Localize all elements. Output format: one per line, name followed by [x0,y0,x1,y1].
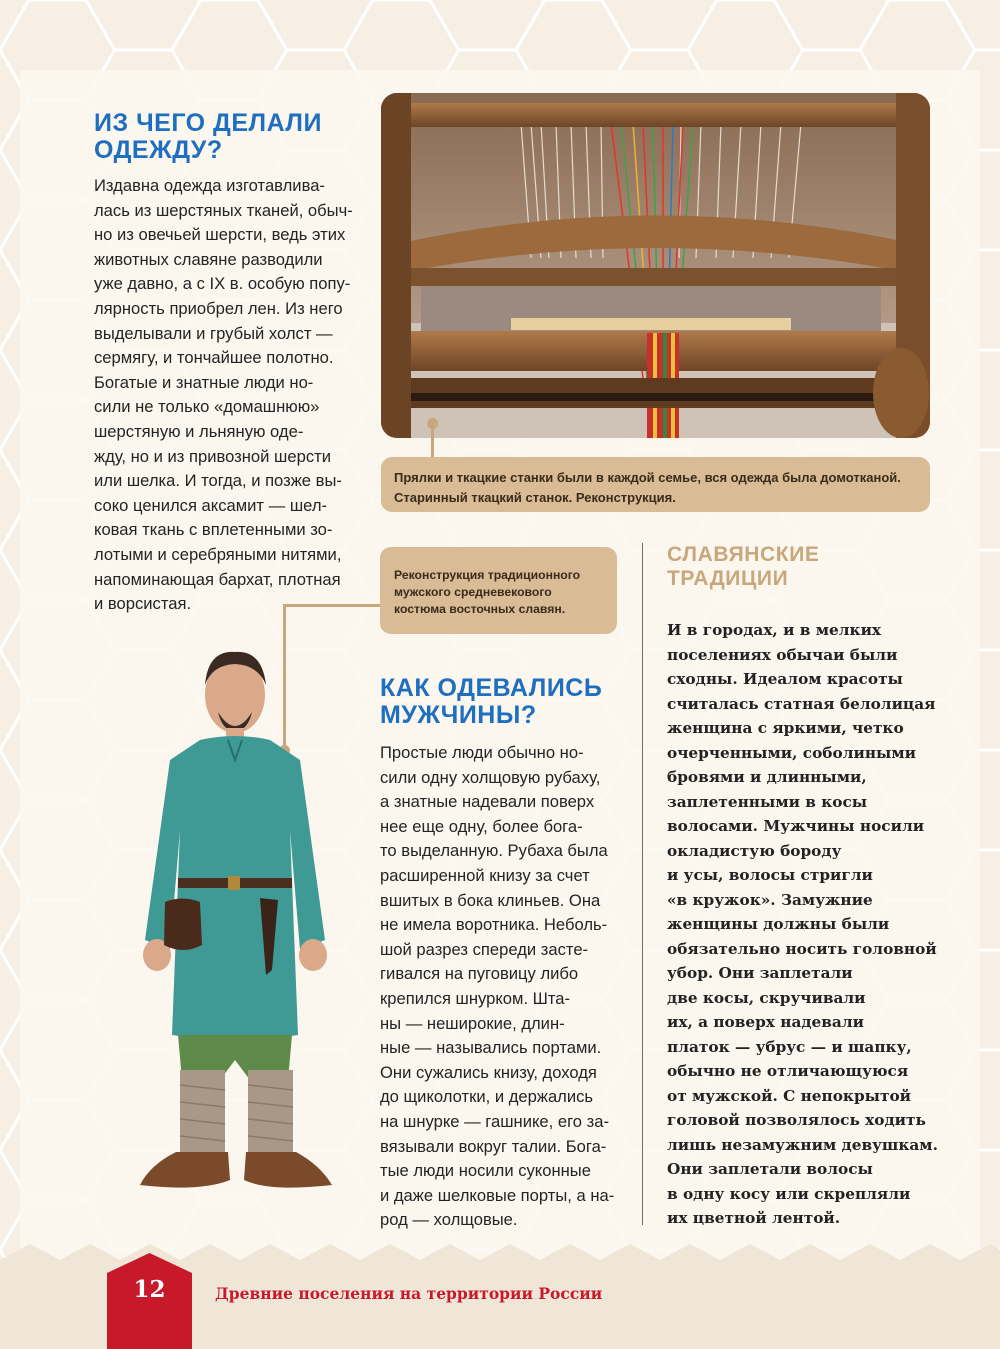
text-line: а знатные надевали поверх [380,792,595,812]
text-line: но из овечьей шерсти, ведь этих [94,225,346,245]
text-line: обычно не отличающуюся [667,1062,909,1080]
text-line: выделывали и грубый холст — [94,323,333,343]
text-line: шерстяную и льняную оде- [94,421,304,441]
text-line: род — холщовые. [380,1210,518,1230]
heading-line: СЛАВЯНСКИЕ [667,543,820,566]
text-line: Простые люди обычно но- [380,743,584,762]
text-line: вшитых в бока клиньев. Она [380,890,601,910]
text-line: лярность приобрел лен. Из него [94,298,343,318]
text-line: лась из шерстяных тканей, обыч- [94,200,353,220]
text-line: их, а поверх надевали [667,1013,864,1031]
text-line: животных славяне разводили [94,249,323,269]
text-line: вязывали вокруг талии. Бога- [380,1136,607,1156]
heading-line: МУЖЧИНЫ? [380,701,537,729]
text-line: от мужской. С непокрытой [667,1086,912,1105]
loom-caption [381,457,930,512]
text-line: Они заплетали волосы [667,1160,873,1178]
heading-line: КАК ОДЕВАЛИСЬ [380,674,603,702]
text-line: соко ценился аксамит — шел- [94,495,328,515]
text-line: и усы, волосы стригли [667,866,873,884]
text-line: очерченными, соболиными [667,743,916,762]
caption-line: Прялки и ткацкие станки были в каждой семье, вся одежда была домотканой. [394,470,901,485]
text-line: тые люди носили суконные [380,1161,591,1181]
caption-line: костюма восточных славян. [394,602,566,616]
text-line: ковая ткань с вплетенными зо- [94,520,333,540]
text-line: убор. Они заплетали [667,964,853,982]
costume-caption [380,547,617,634]
text-line: головой позволялось ходить [667,1111,926,1129]
text-line: женщина с яркими, четко [667,719,904,737]
heading-line: ОДЕЖДУ? [94,136,223,164]
paragraph-mens-clothing [380,741,618,1233]
text-line: крепился шнурком. Шта- [380,988,571,1008]
text-line: считалась статная белолицая [667,694,936,713]
text-line: заплетенными в косы [667,792,868,811]
text-line: или шелка. И тогда, и позже вы- [94,471,342,491]
text-line: Издавна одежда изготавлива- [94,176,325,195]
loom-caption-connector [431,425,434,457]
text-line: их цветной лентой. [667,1209,841,1227]
heading-how-men-dressed [380,675,602,729]
text-line: И в городах, и в мелких [667,621,882,639]
footer-book-title: Древние поселения на территории России [215,1284,603,1303]
text-line: Богатые и знатные люди но- [94,372,314,392]
text-line: сермягу, и тончайшее полотно. [94,348,334,368]
loom-photo [381,93,930,438]
text-line: сили не только «домашнюю» [94,397,320,417]
caption-line: мужского средневекового [394,585,552,599]
column-divider [642,543,643,1225]
text-line: расширенной книзу за счет [380,865,590,885]
costume-caption-connector-h [283,604,380,607]
text-line: волосами. Мужчины носили [667,817,925,835]
text-line: сили одну холщовую рубаху, [380,767,601,787]
slav-costume-figure [120,640,350,1215]
text-line: нее еще одну, более бога- [380,816,583,836]
text-line: и ворсистая. [94,594,192,614]
text-line: шой разрез спереди засте- [380,939,589,959]
text-line: две косы, скручивали [667,988,866,1007]
text-line: ные — назывались портами. [380,1038,602,1058]
heading-line: ИЗ ЧЕГО ДЕЛАЛИ [94,109,322,137]
text-line: напоминающая бархат, плотная [94,569,341,589]
text-line: ны — неширокие, длин- [380,1013,565,1033]
text-line: лишь незамужним девушкам. [667,1135,938,1154]
text-line: уже давно, а с IX в. особую попу- [94,274,351,294]
text-line: в одну косу или скрепляли [667,1184,911,1203]
caption-line: Старинный ткацкий станок. Реконструкция. [394,490,676,505]
text-line: сходны. Идеалом красоты [667,670,903,688]
text-line: поселениях обычаи были [667,645,898,664]
text-line: не имела воротника. Неболь- [380,915,608,935]
loom-caption-dot [427,418,438,429]
heading-slavic-traditions [667,543,820,591]
text-line: женщины должны были [667,915,890,933]
text-line: гивался на пуговицу либо [380,964,579,984]
text-line: «в кружок». Замужние [667,890,873,909]
text-line: то выделанную. Рубаха была [380,841,608,861]
text-line: Они сужались книзу, доходя [380,1062,597,1082]
text-line: до щиколотки, и держались [380,1087,594,1107]
paragraph-traditions [667,618,967,1231]
text-line: жду, но и из привозной шерсти [94,446,331,466]
text-line: обязательно носить головной [667,939,937,958]
text-line: окладистую бороду [667,841,842,860]
heading-line: ТРАДИЦИИ [667,567,789,590]
text-line: на шнурке — гашнике, его за- [380,1111,609,1131]
caption-line: Реконструкция традиционного [394,568,581,582]
text-line: лотыми и серебряными нитями, [94,544,342,564]
page-number: 12 [133,1276,166,1303]
heading-what-clothes-made-from [94,110,322,164]
text-line: бровями и длинными, [667,768,867,786]
text-line: платок — убрус — и шапку, [667,1037,912,1056]
text-line: и даже шелковые порты, а на- [380,1185,615,1205]
paragraph-fabrics [94,174,356,617]
